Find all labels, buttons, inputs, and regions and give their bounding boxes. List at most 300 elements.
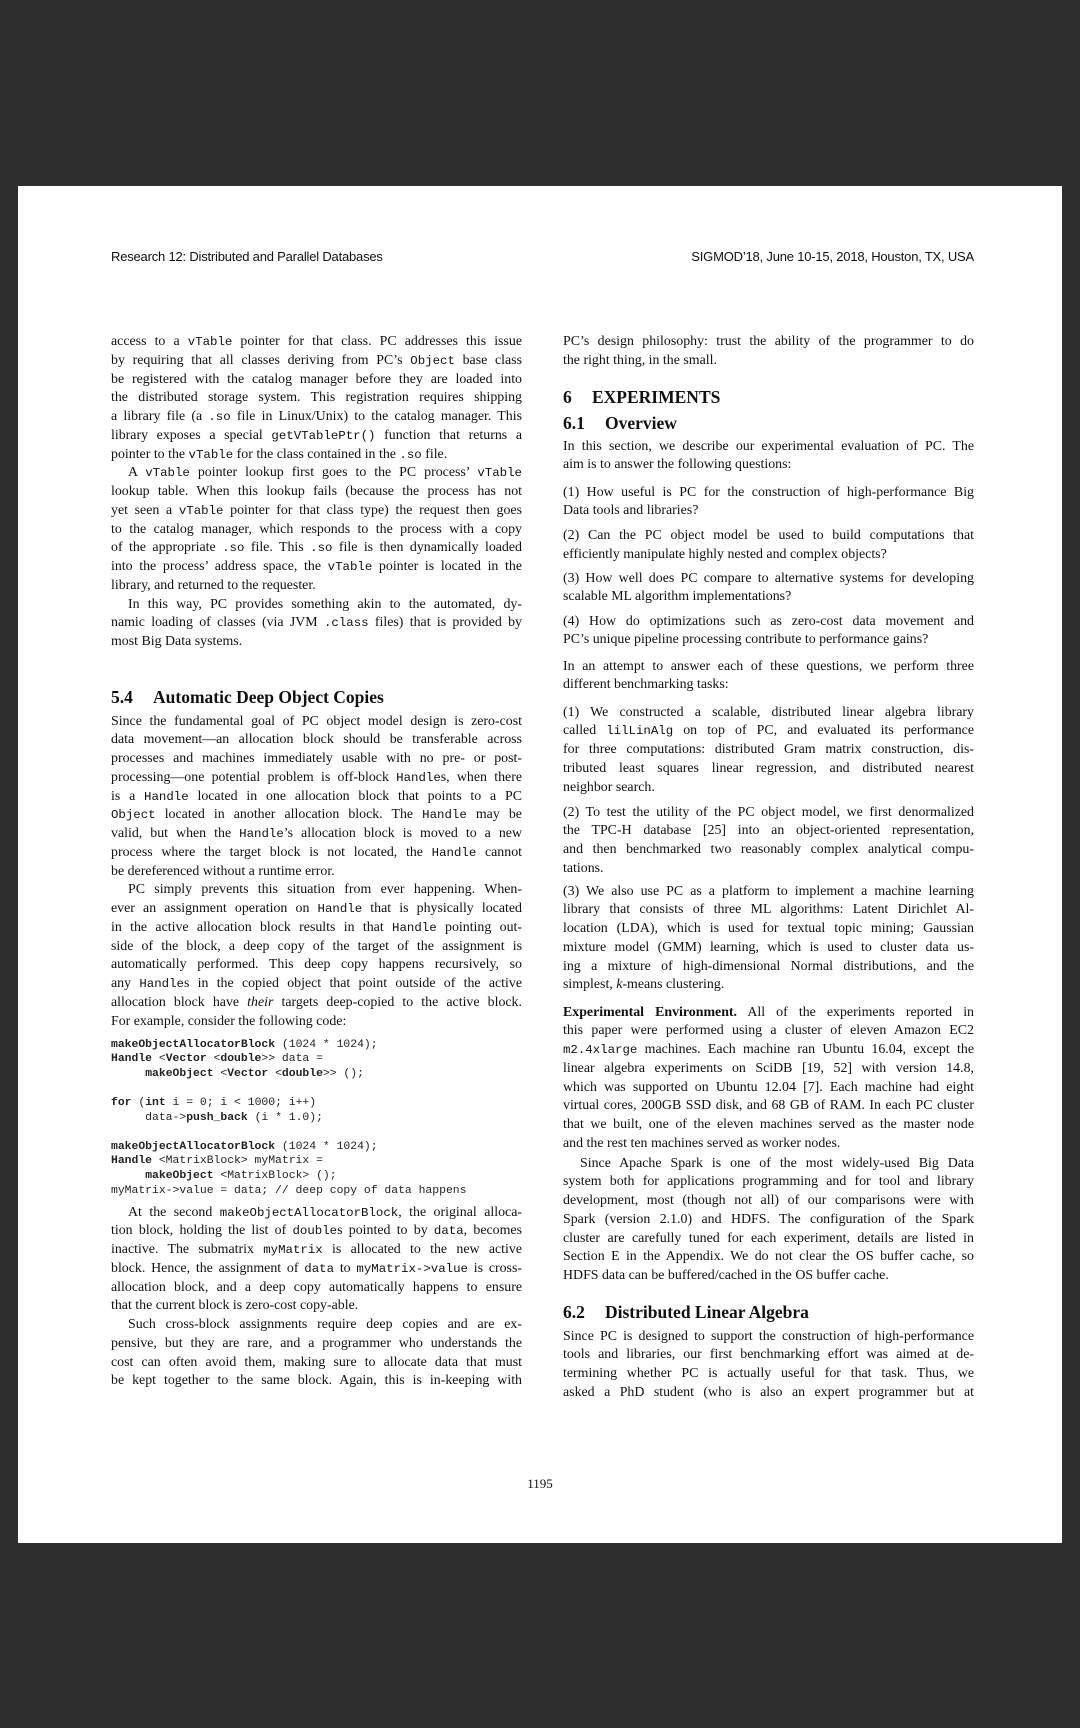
inline-code: lilLinAlg: [606, 724, 674, 739]
text-line: [111, 633, 522, 652]
text-run: side of the block, a deep copy of the target of the assignment is: [111, 938, 522, 954]
emphasis: their: [247, 994, 274, 1010]
text-run: (2) To test the utility of the PC object model, we first denormalized: [563, 804, 974, 820]
text-line: [563, 631, 974, 650]
code-line: [111, 1038, 531, 1053]
text-line: [111, 614, 522, 633]
text-run: asked a PhD student (who is also an expert programmer but at: [563, 1384, 974, 1400]
text-run: file. This: [244, 540, 311, 556]
text-run: to the catalog manager, which responds to the process with a copy: [111, 521, 522, 537]
text-run: pointer lookup first goes to the PC process’: [189, 465, 478, 481]
text-run: In an attempt to answer each of these questions, we perform three: [563, 658, 974, 674]
text-line: [111, 521, 522, 540]
text-run: called: [563, 723, 607, 739]
text-run: file in Linux/Unix) to the catalog manager. This: [230, 409, 522, 424]
bold-text: makeObjectAllocatorBlock: [111, 1038, 276, 1051]
text-line: [563, 1211, 974, 1230]
text-run: <: [152, 1053, 166, 1066]
inline-code: getVTablePtr(): [271, 428, 376, 443]
inline-code: Object: [410, 353, 455, 368]
text-run: tributed least squares linear regression, and distributed nearest: [563, 760, 974, 776]
text-run: In this way, PC provides something akin to the automated, dy-: [128, 596, 522, 612]
text-run: PC’s unique pipeline processing contribute to performance gains?: [563, 632, 929, 648]
text-run: for the class contained in the: [233, 446, 400, 462]
bold-text: Handle: [111, 1053, 153, 1066]
text-run: pensive, but they are rare, and a programmer who understands the: [111, 1335, 522, 1351]
text-run: machines. Each machine ran Ubuntu 16.04, except the: [637, 1042, 974, 1058]
text-run: that we built, one of the eleven machines served as the master node: [563, 1117, 974, 1133]
text-line: [111, 900, 522, 919]
text-run: pointer is located in the: [372, 559, 522, 575]
text-run: targets deep-copied to the active block.: [273, 994, 522, 1010]
text-line: [111, 975, 522, 994]
text-run: [111, 1170, 145, 1182]
inline-code: m2.4xlarge: [563, 1043, 638, 1058]
text-run: All of the experiments reported in: [737, 1004, 975, 1020]
bold-text: double: [281, 1067, 323, 1080]
inline-code: .so: [222, 541, 245, 556]
text-line: [111, 1354, 522, 1373]
text-run: neighbor search.: [563, 779, 655, 795]
text-run: and then benchmarked two reasonably complex analytical compu-: [563, 842, 974, 858]
text-line: [111, 844, 522, 863]
code-line: [111, 1067, 531, 1082]
text-run: data movement—an allocation block should be transferable across: [111, 732, 522, 748]
text-line: [563, 1155, 974, 1174]
paragraph: [563, 333, 974, 371]
text-run: base class: [454, 352, 522, 368]
inline-code: data: [304, 1261, 335, 1276]
inline-code: .so: [208, 410, 231, 424]
text-line: [563, 570, 974, 589]
text-run: <: [213, 1067, 228, 1080]
text-run: different benchmarking tasks:: [563, 677, 729, 693]
text-run: (1024 * 1024);: [275, 1038, 378, 1051]
paragraph: [111, 713, 522, 882]
text-run: Since the fundamental goal of PC object model design is zero-cost: [111, 713, 522, 729]
text-run: file is then dynamically loaded: [332, 540, 522, 556]
inline-code: makeObjectAllocatorBlock: [219, 1205, 399, 1220]
text-line: [563, 704, 974, 723]
text-run: Such cross-block assignments require deep copies and are ex-: [128, 1317, 522, 1333]
section-number: 6.2: [563, 1302, 585, 1322]
section-number: 5.4: [111, 687, 133, 707]
text-run: yet seen a: [111, 502, 179, 518]
text-run: (2) Can the PC object model be used to build computations that: [563, 528, 974, 544]
question-item: [563, 527, 974, 565]
text-line: [111, 577, 522, 596]
text-line: [111, 788, 522, 807]
text-run: on top of PC, and evaluated its performance: [673, 723, 974, 739]
inline-code: double: [292, 1224, 338, 1239]
text-run: A: [128, 465, 146, 481]
text-line: [111, 483, 522, 502]
text-run: development, most (though not all) of our comparisons were with: [563, 1193, 974, 1209]
text-line: [563, 860, 974, 879]
text-run: block. Hence, the assignment of: [111, 1260, 305, 1276]
text-run: scalable ML algorithm implementations?: [563, 589, 792, 605]
code-line: [111, 1096, 531, 1111]
text-line: [563, 658, 974, 677]
text-run: ’s allocation block is moved to a new: [283, 826, 522, 842]
text-line: [111, 769, 522, 788]
paragraph: [563, 658, 974, 696]
task-item: [563, 804, 974, 879]
text-run: PC’s design philosophy: trust the ability of the programmer to do: [563, 334, 974, 349]
question-item: [563, 484, 974, 522]
text-line: [111, 731, 522, 750]
text-run: myMatrix->value = data; // deep copy of data happens: [111, 1184, 467, 1197]
text-run: pointer for that class. PC addresses this issue: [232, 334, 522, 349]
bold-text: Vector: [165, 1053, 207, 1066]
text-run: cannot: [476, 844, 523, 860]
text-run: namic loading of classes (via JVM: [111, 615, 324, 631]
running-header-left: Research 12: Distributed and Parallel Databases: [111, 249, 383, 264]
text-line: [111, 956, 522, 975]
text-line: [111, 1204, 522, 1223]
inline-code: Handle: [431, 845, 477, 860]
text-run: Data tools and libraries?: [563, 503, 699, 519]
text-line: [563, 1079, 974, 1098]
text-run: , becomes: [463, 1223, 523, 1239]
code-line: [111, 1052, 531, 1067]
text-run: function that returns a: [375, 427, 522, 443]
text-run: located in another allocation block. The: [155, 807, 423, 823]
inline-code: Handle: [239, 827, 284, 842]
text-run: automatically performed. This deep copy happens recursively, so: [111, 957, 522, 973]
text-run: <: [206, 1053, 221, 1066]
text-run: i = 0; i < 1000; i++): [165, 1097, 317, 1110]
task-item: [563, 883, 974, 996]
text-line: [563, 1248, 974, 1267]
code-line: [111, 1184, 531, 1199]
emphasis: k: [616, 977, 623, 993]
text-run: tion block, holding the list of: [111, 1223, 293, 1239]
text-line: [563, 1267, 974, 1286]
text-line: [563, 613, 974, 632]
text-line: [563, 976, 974, 995]
text-line: [563, 352, 974, 371]
text-run: Spark (version 2.1.0) and HDFS. The configuration of the Spark: [563, 1211, 974, 1227]
text-run: (3) How well does PC compare to alternative systems for developing: [563, 570, 974, 586]
inline-code: Handle: [422, 808, 467, 823]
inline-code: .so: [399, 447, 422, 462]
text-run: inactive. The submatrix: [111, 1242, 264, 1258]
text-line: [111, 938, 522, 957]
text-line: [563, 333, 974, 352]
text-line: [563, 676, 974, 695]
text-run: that the current block is zero-cost copy-able.: [111, 1298, 359, 1314]
inline-code: Handle: [317, 902, 363, 917]
text-run: the TPC-H database [25] into an object-oriented representation,: [563, 823, 974, 839]
text-line: [111, 1297, 522, 1316]
text-line: [563, 901, 974, 920]
bold-text: push_back: [186, 1111, 248, 1124]
text-line: [563, 502, 974, 521]
text-run: <: [268, 1067, 282, 1080]
text-run: is cross-: [467, 1260, 522, 1276]
text-run: efficiently manipulate highly nested and complex objects?: [563, 546, 887, 562]
running-header-right: SIGMOD’18, June 10-15, 2018, Houston, TX, USA: [691, 249, 974, 264]
text-run: [111, 1068, 145, 1080]
text-run: may be: [466, 807, 522, 823]
text-line: [111, 713, 522, 732]
text-line: [563, 1346, 974, 1365]
inline-code: vTable: [187, 335, 233, 349]
text-run: PC simply prevents this situation from ever happening. When-: [128, 882, 522, 898]
inline-code: Object: [111, 808, 156, 823]
text-run: simplest,: [563, 977, 617, 993]
text-line: [111, 371, 522, 390]
text-run: data->: [111, 1111, 187, 1124]
text-line: [563, 1192, 974, 1211]
text-run: a library file (a: [111, 409, 209, 424]
text-run: aim is to answer the following questions:: [563, 457, 792, 473]
page-number: 1195: [527, 1476, 553, 1491]
text-run: (i * 1.0);: [247, 1111, 323, 1124]
inline-code: Handle: [392, 920, 437, 935]
code-line: [111, 1125, 531, 1140]
text-run: is allocated to the new active: [322, 1242, 522, 1258]
text-line: [111, 750, 522, 769]
text-line: [563, 804, 974, 823]
text-line: [563, 722, 974, 741]
text-run: that is physically located: [362, 901, 522, 917]
paragraph: [111, 333, 522, 464]
text-run: Since PC is designed to support the construction of high-performance: [563, 1328, 974, 1344]
text-line: [563, 484, 974, 503]
text-run: processing—one potential problem is off-block: [111, 769, 397, 785]
text-run: access to a: [111, 334, 188, 349]
text-line: [563, 958, 974, 977]
text-run: s pointed to by: [337, 1223, 434, 1239]
paragraph: [111, 881, 522, 1031]
bold-text: for: [111, 1097, 132, 1110]
paragraph-experimental-environment: [563, 1004, 974, 1154]
inline-code: vTable: [178, 503, 224, 518]
text-run: cluster are carefully tuned for each experiment, details are listed in: [563, 1230, 974, 1246]
text-run: , the original alloca-: [398, 1204, 522, 1220]
text-line: [563, 1384, 974, 1403]
paragraph: [111, 1316, 522, 1391]
text-line: [111, 1279, 522, 1298]
text-line: [111, 919, 522, 938]
text-run: ing a mixture of high-dimensional Normal distributions, and the: [563, 958, 974, 974]
section-number: 6.1: [563, 413, 585, 433]
text-line: [111, 994, 522, 1013]
inline-code: vTable: [327, 560, 373, 575]
text-run: (1) We constructed a scalable, distributed linear algebra library: [563, 704, 974, 720]
text-line: [563, 588, 974, 607]
text-run: library exposes a special: [111, 427, 272, 443]
code-line: [111, 1169, 531, 1184]
text-run: Since Apache Spark is one of the most widely-used Big Data: [580, 1155, 974, 1171]
text-line: [111, 558, 522, 577]
section-title: EXPERIMENTS: [592, 387, 721, 407]
text-line: [111, 333, 522, 352]
text-line: [563, 822, 974, 841]
bold-text: Handle: [111, 1155, 153, 1168]
text-line: [111, 825, 522, 844]
inline-code: vTable: [188, 447, 234, 462]
text-line: [111, 806, 522, 825]
text-run: termining whether PC is actually useful for that task. Thus, we: [563, 1366, 974, 1382]
text-line: [111, 1013, 522, 1032]
text-run: (1) How useful is PC for the construction of high-performance Big: [563, 484, 974, 500]
task-item: [563, 704, 974, 798]
text-line: [563, 1041, 974, 1060]
text-run: (: [131, 1097, 146, 1110]
text-line: [111, 539, 522, 558]
text-run: allocation block, and a deep copy automatically happens to ensure: [111, 1279, 522, 1295]
section-number: 6: [563, 387, 572, 407]
text-run: [111, 1082, 118, 1094]
paragraph: [111, 464, 522, 595]
text-run: be dereferenced without a runtime error.: [111, 863, 335, 879]
code-listing: [111, 1038, 531, 1199]
text-run: s in the copied object that point outside of the active: [183, 976, 522, 992]
text-line: [563, 1116, 974, 1135]
code-line: [111, 1140, 531, 1155]
text-run: and the rest ten machines served as worker nodes.: [563, 1135, 841, 1151]
section-title: Overview: [605, 413, 677, 433]
text-line: [563, 779, 974, 798]
text-line: [563, 546, 974, 565]
text-run: by requiring that all classes deriving from PC’s: [111, 352, 411, 368]
text-line: [563, 1230, 974, 1249]
text-run: cost can often avoid them, making sure to allocate data that must: [111, 1354, 522, 1370]
code-line: [111, 1154, 531, 1169]
bold-text: double: [220, 1053, 262, 1066]
text-line: [563, 1004, 974, 1023]
text-run: any: [111, 976, 140, 992]
text-run: valid, but when the: [111, 826, 240, 842]
text-run: is a: [111, 788, 145, 804]
text-line: [111, 1260, 522, 1279]
inline-code: myMatrix: [263, 1243, 323, 1258]
text-line: [111, 596, 522, 615]
question-item: [563, 570, 974, 608]
inline-code: .so: [310, 541, 333, 556]
text-run: in the active allocation block results in that: [111, 919, 393, 935]
text-line: [563, 920, 974, 939]
text-line: [111, 1316, 522, 1335]
text-line: [111, 863, 522, 882]
text-line: [563, 1060, 974, 1079]
text-run: the right thing, in the small.: [563, 352, 717, 368]
paragraph: [111, 596, 522, 652]
inline-code: vTable: [477, 466, 522, 481]
text-line: [563, 741, 974, 760]
bold-text: makeObject: [145, 1170, 214, 1183]
text-line: [111, 446, 522, 465]
paragraph: [563, 1328, 974, 1403]
text-line: [111, 881, 522, 900]
text-run: tations.: [563, 860, 604, 876]
text-line: [111, 1335, 522, 1354]
code-line: [111, 1111, 531, 1126]
text-run: >> ();: [322, 1067, 364, 1080]
text-run: which was supported on Ubuntu 12.04 [7]. Each machine had eight: [563, 1079, 974, 1095]
text-run: pointer to the: [111, 446, 189, 462]
text-line: [563, 527, 974, 546]
inline-code: .class: [323, 616, 369, 631]
text-run: allocation block have: [111, 994, 248, 1010]
text-run: linear algebra experiments on SciDB [19, 52] with version 14.8,: [563, 1060, 974, 1076]
text-line: [563, 1365, 974, 1384]
text-line: [563, 883, 974, 902]
text-run: ever an assignment operation on: [111, 901, 318, 917]
text-line: [563, 1328, 974, 1347]
text-line: [111, 408, 522, 427]
text-run: In this section, we describe our experimental evaluation of PC. The: [563, 438, 974, 454]
text-line: [111, 502, 522, 521]
paragraph: [563, 438, 974, 476]
text-run: process where the target block is not located, the: [111, 844, 432, 860]
text-run: s, when there: [440, 769, 522, 785]
text-run: located in one allocation block that points to a PC: [188, 788, 522, 804]
inline-code: Handle: [139, 977, 184, 992]
text-run: Section E in the Appendix. We do not clear the OS buffer cache, so: [563, 1249, 974, 1265]
text-line: [111, 1222, 522, 1241]
text-run: most Big Data systems.: [111, 634, 243, 649]
text-run: For example, consider the following code:: [111, 1013, 347, 1029]
text-line: [563, 1097, 974, 1116]
text-run: mixture model (GMM) learning, which is used to cluster data us-: [563, 939, 974, 955]
inline-code: data: [433, 1224, 464, 1239]
text-run: >> data =: [261, 1053, 323, 1066]
bold-text: Experimental Environment.: [563, 1004, 738, 1020]
text-run: be kept together to the same block. Again, this is in-keeping with: [111, 1373, 522, 1389]
text-line: [563, 841, 974, 860]
text-run: file.: [421, 446, 448, 462]
question-item: [563, 613, 974, 651]
text-run: the distributed storage system. This registration requires shipping: [111, 390, 522, 406]
code-line: [111, 1081, 531, 1096]
text-run: into the process’ address space, the: [111, 559, 328, 575]
text-run: HDFS data can be buffered/cached in the OS buffer cache.: [563, 1268, 889, 1284]
text-run: files) that is provided by: [368, 615, 522, 631]
bold-text: makeObjectAllocatorBlock: [111, 1140, 276, 1153]
text-run: At the second: [128, 1204, 220, 1220]
text-run: location (LDA), which is used for textual topic mining; Gaussian: [563, 921, 974, 937]
text-run: of the appropriate: [111, 540, 223, 556]
text-run: pointer for that class type) the request then goes: [223, 502, 522, 518]
text-run: be registered with the catalog manager before they are loaded into: [111, 371, 522, 387]
text-line: [563, 939, 974, 958]
text-run: processes and machines immediately usable with no pre- or post-: [111, 751, 522, 767]
text-run: library that consists of three ML algorithms: Latent Dirichlet Al-: [563, 902, 974, 918]
text-run: to: [334, 1260, 357, 1276]
text-line: [563, 1135, 974, 1154]
text-line: [111, 1372, 522, 1391]
inline-code: myMatrix->value: [356, 1261, 468, 1276]
paragraph: [563, 1155, 974, 1286]
text-line: [111, 389, 522, 408]
text-run: pointing out-: [436, 919, 522, 935]
text-run: (4) How do optimizations such as zero-cost data movement and: [563, 613, 974, 629]
text-line: [111, 464, 522, 483]
text-line: [111, 352, 522, 371]
text-run: (3) We also use PC as a platform to implement a machine learning: [563, 883, 974, 899]
text-line: [111, 427, 522, 446]
text-run: -means clustering.: [622, 977, 725, 993]
text-line: [563, 1173, 974, 1192]
inline-code: Handle: [396, 770, 441, 785]
text-line: [563, 1022, 974, 1041]
text-run: tools and libraries, our first benchmarking effort was aimed at de-: [563, 1347, 974, 1363]
text-run: for three computations: distributed Gram matrix construction, dis-: [563, 742, 974, 758]
